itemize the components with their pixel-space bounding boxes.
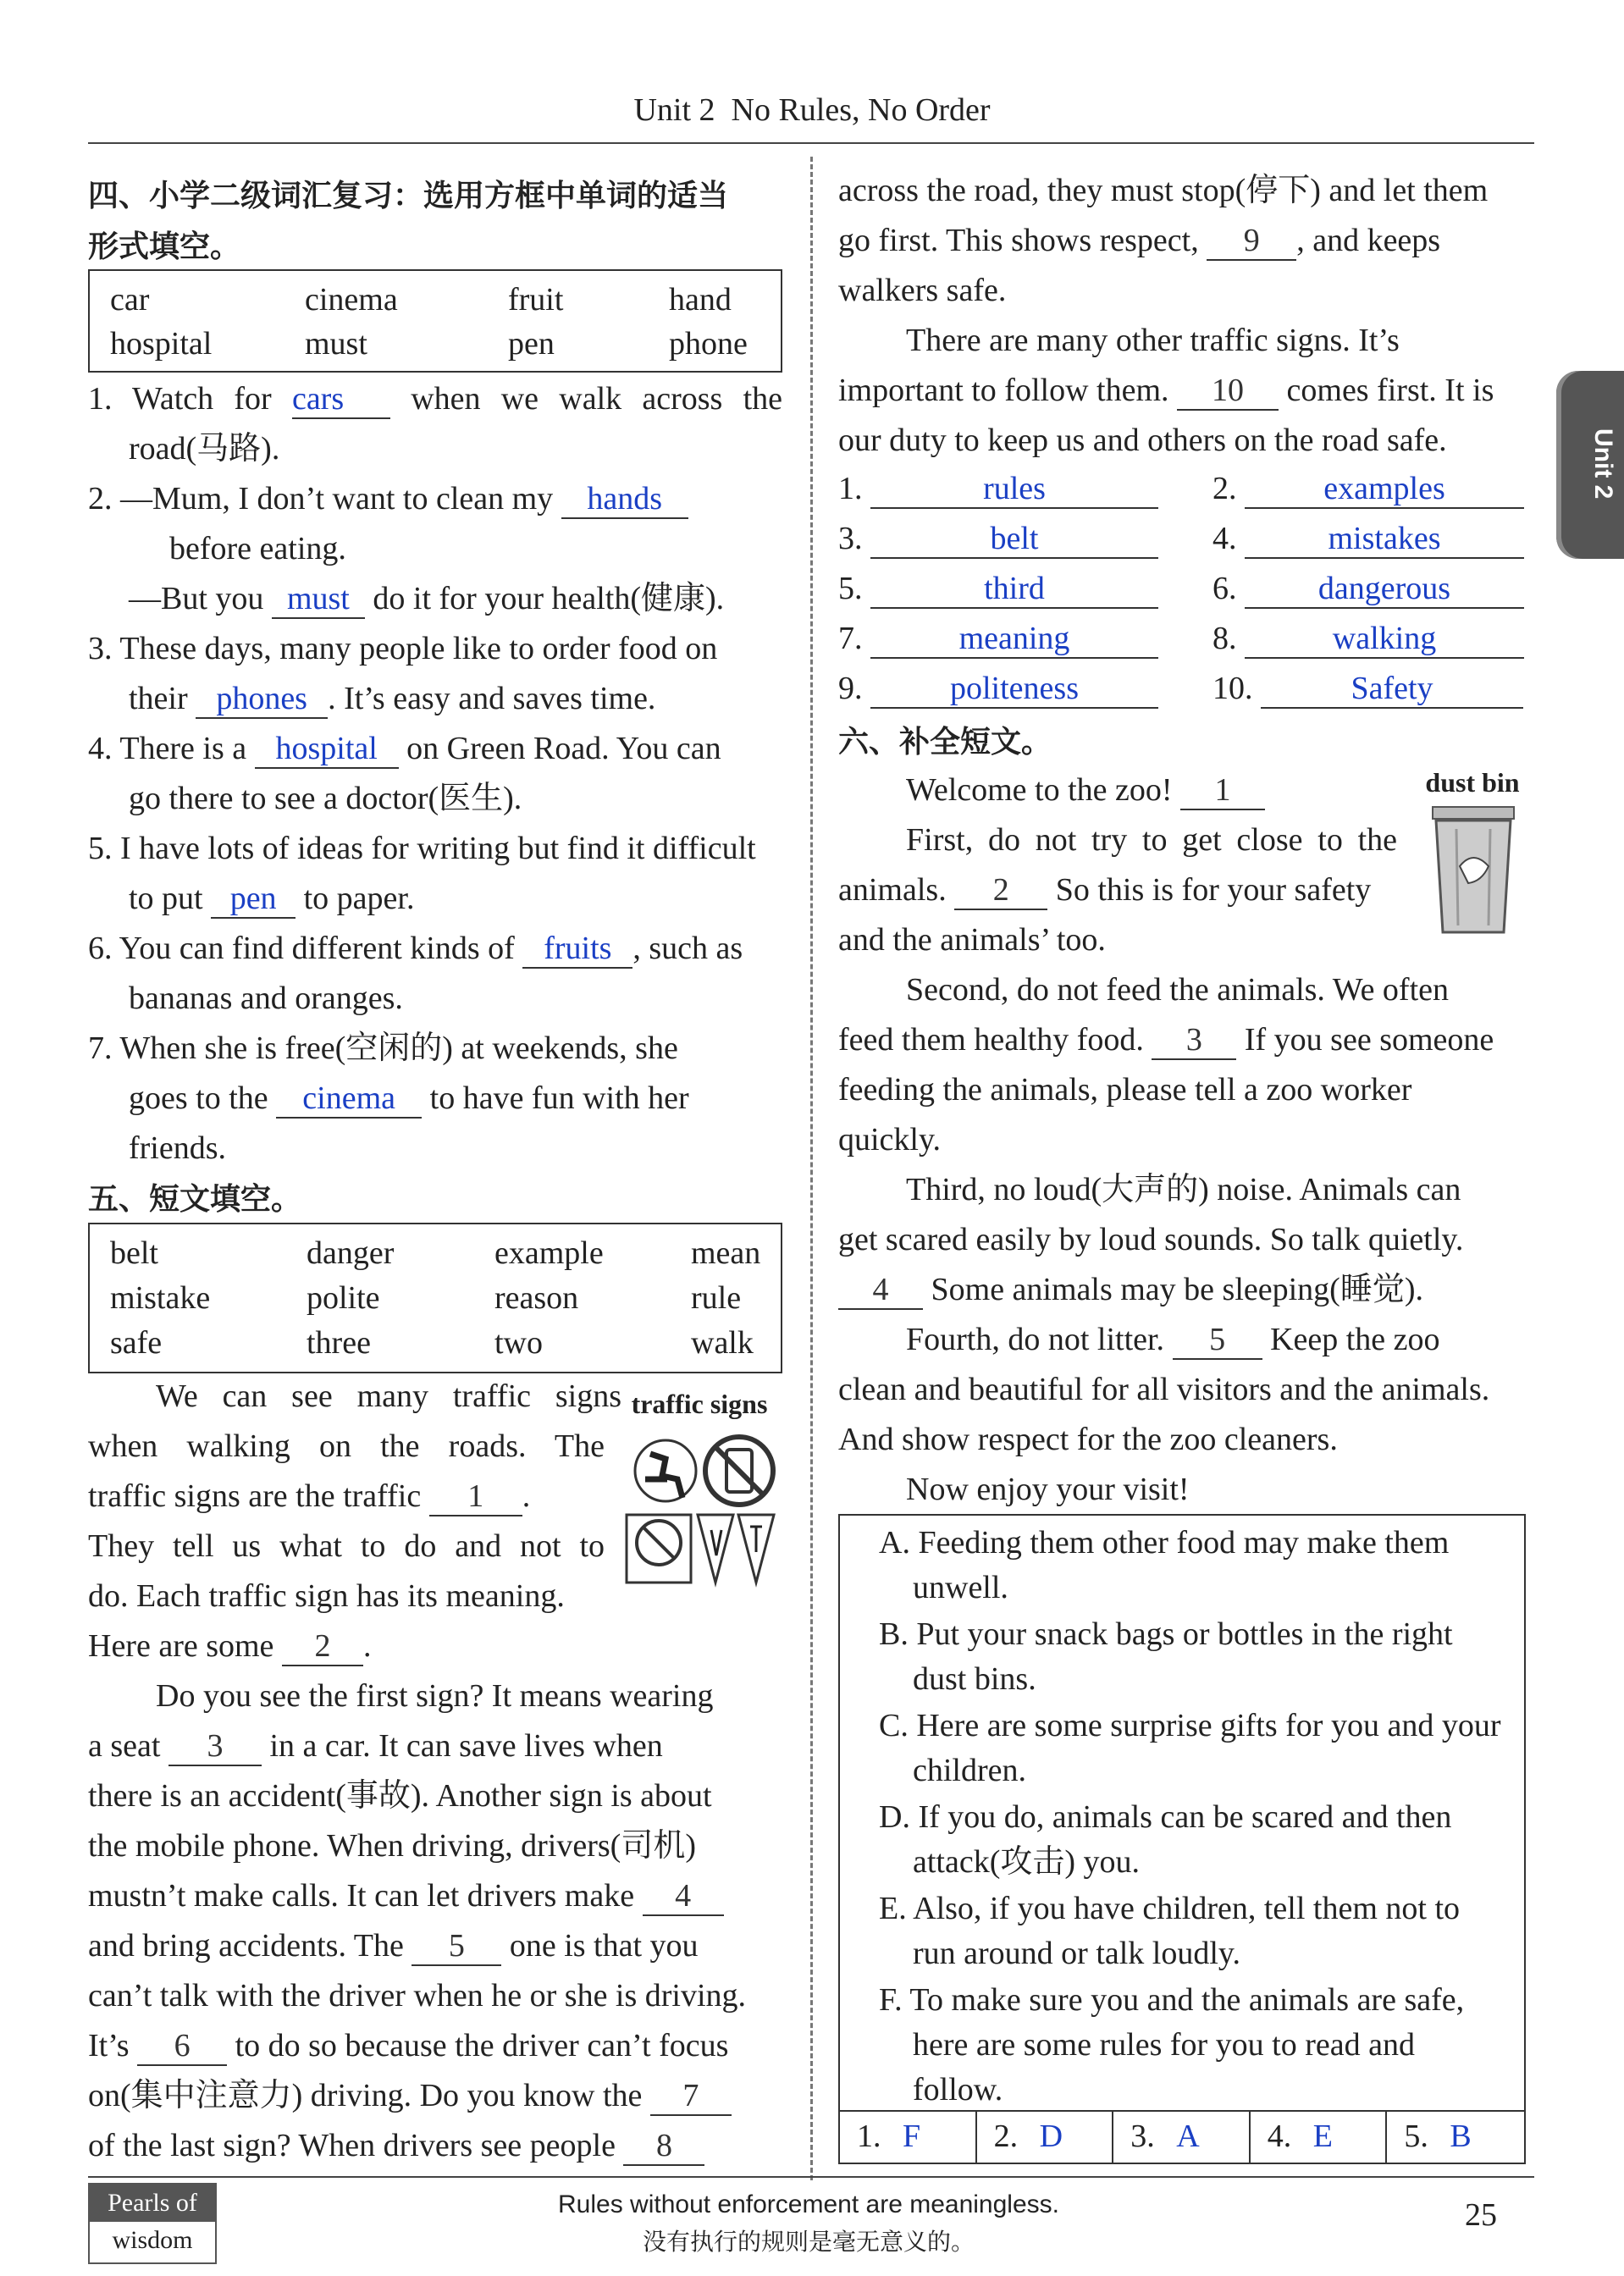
word: hand: [669, 282, 732, 318]
column-divider: [810, 157, 813, 2180]
section4-items: 1. Watch for cars when we walk across the road(马路). 2. —Mum, I don’t want to clean my hands before eating. —But you must do it for your health(健康). 3. These days, many people like to order food on their phones . It’s easy and saves time. 4. There is a hospital on Green Road. You can go there to see a doctor(医生). 5. I have lots of ideas for writing but find it difficult to put pen to paper. 6. You can find different kinds of fruits , such as bananas and oranges. 7. When she is free(空闲的) at weekends, she goes to the cinema to have fun with her friends.: [88, 374, 782, 1174]
list-item: 7. When she is free(空闲的) at weekends, she: [88, 1030, 678, 1066]
section6-passage: Welcome to the zoo! 1 First, do not try to get close to the animals. 2 So this is for your safety and the animals’ too. Second, do not feed the animals. We often feed them healthy food. 3 If you see someone feeding the animals, please tell a zoo worker quickly. Third, no loud(大声的) noise. Animals can get scared easily by loud sounds. So talk quietly. 4 Some animals may be sleeping(睡觉). Fourth, do not litter. 5 Keep the zoo clean and beautiful for all visitors and the animals. And show respect for the zoo cleaners. Now enjoy your visit!: [838, 772, 1494, 1507]
word: polite: [307, 1280, 380, 1316]
word: example: [494, 1235, 604, 1271]
word: rule: [691, 1280, 742, 1316]
list-item: 1. Watch for cars when we walk across the: [88, 374, 782, 424]
answer-cell: 4. E: [1251, 2112, 1388, 2163]
page-number: 25: [1465, 2197, 1497, 2233]
footer-quote: [406, 2186, 1211, 2261]
quote-en: Rules without enforcement are meaningless.: [558, 2190, 1059, 2218]
list-item: 4. There is a hospital on Green Road. You can: [88, 724, 782, 774]
badge-line1: Pearls of: [90, 2185, 215, 2222]
word: phone: [669, 326, 748, 362]
word: mean: [691, 1235, 761, 1271]
option: A. Feeding them other food may make them unwell.: [879, 1525, 1450, 1605]
word: reason: [494, 1280, 579, 1316]
quote-zh: 没有执行的规则是毫无意义的。: [642, 2228, 975, 2256]
word: danger: [307, 1235, 395, 1271]
answer: cars: [291, 381, 345, 417]
answer-slot: 5. third: [838, 564, 1185, 614]
footer-rule: [88, 2176, 1534, 2178]
badge-line2: wisdom: [112, 2226, 193, 2254]
word: belt: [110, 1235, 158, 1271]
answer-slot: 1. rules: [838, 464, 1185, 514]
answer: phones: [216, 681, 307, 716]
answer-slot: 7. meaning: [838, 614, 1185, 664]
word: walk: [691, 1325, 754, 1361]
option: B. Put your snack bags or bottles in the right dust bins.: [879, 1616, 1453, 1697]
answer-cell: 3. A: [1113, 2112, 1251, 2163]
section6-heading: 六、补全短文。: [838, 725, 1052, 760]
answer: pen: [229, 881, 277, 916]
pearls-of-wisdom-badge: [88, 2183, 217, 2264]
answer-slot: 3. belt: [838, 514, 1185, 564]
option: D. If you do, animals can be scared and then attack(攻击) you.: [879, 1799, 1452, 1880]
section5-passage-left: We can see many traffic signs when walking on the roads. The traffic signs are the traffic 1 . They tell us what to do and not to do. Each traffic sign has its meaning. Here are some 2 . Do you see the first sign? It means wearing a seat 3 in a car. It can save lives when there is an accident(事故). Another sign is about the mobile phone. When driving, drivers(司机) mustn’t make calls. It can let drivers make 4 and bring accidents. The 5 one is that you can’t talk with the driver when he or she is driving. It’s 6 to do so because the driver can’t focus on(集中注意力) driving. Do you know the 7 of the last sign? When drivers see people 8: [88, 1372, 782, 2171]
answer: must: [286, 581, 350, 616]
answer-slot: 2. examples: [1185, 464, 1533, 514]
answer: fruits: [544, 931, 612, 966]
section5-passage-right: across the road, they must stop(停下) and let them go first. This shows respect, 9 , and keeps walkers safe. There are many other traffic signs. It’s important to follow them. 10 comes first. It is our duty to keep us and others on the road safe.: [838, 173, 1494, 458]
list-item: 6. You can find different kinds of fruits , such as: [88, 924, 782, 974]
word: hospital: [110, 326, 213, 362]
list-item: 5. I have lots of ideas for writing but find it difficult: [88, 831, 756, 866]
option: F. To make sure you and the animals are safe, here are some rules for you to read and follow.: [879, 1982, 1465, 2108]
answer-cell: 2. D: [977, 2112, 1114, 2163]
section6-answer-row: [840, 2110, 1524, 2163]
list-item: 2. —Mum, I don’t want to clean my hands: [88, 474, 782, 524]
word: safe: [110, 1325, 163, 1361]
word: car: [110, 282, 150, 318]
answer-slot: 9. politeness: [838, 664, 1185, 714]
unit-header: [0, 91, 1624, 129]
word: two: [494, 1325, 543, 1361]
word: fruit: [508, 282, 564, 318]
unit-side-tab: [1556, 371, 1624, 559]
word: must: [305, 326, 367, 362]
answer-slot: 8. walking: [1185, 614, 1533, 664]
answer-slot: 6. dangerous: [1185, 564, 1533, 614]
list-item: 3. These days, many people like to order food on: [88, 631, 718, 666]
section5-word-box: [88, 1223, 782, 1373]
section4-heading-line2: 形式填空。: [88, 229, 241, 264]
answer-cell: 1. F: [840, 2112, 977, 2163]
unit-side-tab-label: Unit 2: [1589, 428, 1617, 500]
answer: hands: [587, 481, 662, 517]
section4-heading: [88, 171, 782, 273]
traffic-signs-label: traffic signs: [631, 1389, 768, 1419]
word: pen: [508, 326, 555, 362]
section5-heading: 五、短文填空。: [88, 1182, 302, 1217]
answer-cell: 5. B: [1404, 2119, 1472, 2154]
section5-answer-sheet: [838, 464, 1533, 714]
word: mistake: [110, 1280, 211, 1316]
answer: cinema: [302, 1080, 395, 1116]
header-rule: [88, 142, 1534, 144]
unit-title: Unit 2 No Rules, No Order: [633, 92, 991, 128]
section4-heading-line1: 四、小学二级词汇复习：选用方框中单词的适当: [88, 179, 729, 213]
dust-bin-label: dust bin: [1425, 767, 1520, 798]
answer: hospital: [275, 731, 378, 766]
option: E. Also, if you have children, tell them not to run around or talk loudly.: [879, 1891, 1460, 1971]
word: three: [307, 1325, 371, 1361]
section6-options-box: [838, 1514, 1526, 2164]
section4-word-box: [88, 269, 782, 373]
answer-slot: 4. mistakes: [1185, 514, 1533, 564]
option: C. Here are some surprise gifts for you and your children.: [879, 1708, 1501, 1788]
answer-slot: 10. Safety: [1185, 664, 1533, 714]
word: cinema: [305, 282, 398, 318]
